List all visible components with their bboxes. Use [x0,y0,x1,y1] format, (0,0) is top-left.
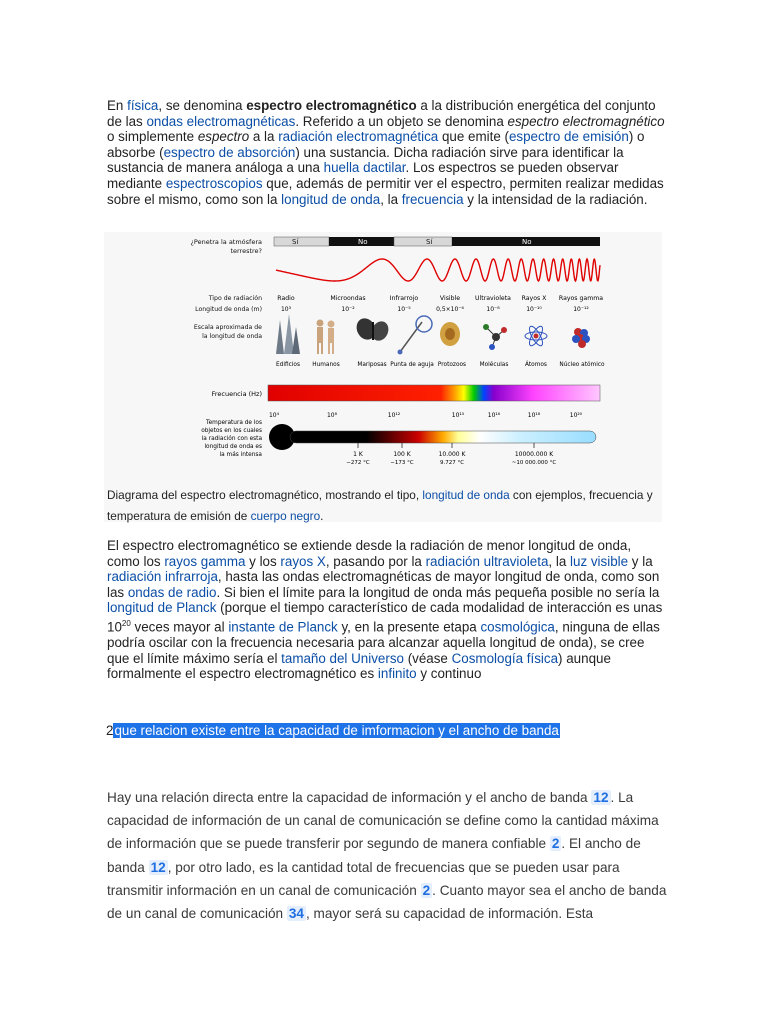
row-label-escala-2: la longitud de onda [202,333,262,340]
link-tamano-universo[interactable]: tamaño del Universo [281,650,404,666]
freq-tick-4: 10¹⁵ [451,412,465,419]
row-label-tipo: Tipo de radiación [208,295,262,302]
freq-tick-3: 10¹² [387,412,401,419]
spectrum-range-paragraph [107,538,667,682]
thermometer-bar [290,431,596,443]
link-cosmologica[interactable]: cosmológica [480,619,555,635]
bold-term: espectro electromagnético [246,98,417,113]
text-span: . La capacidad de información de un canal de comunicación se define como la cantidad máxima de información que se puede transferir por segundo de manera confiable [107,790,659,852]
text-span: con ejemplos, frecuencia y temperatura de emisión de [107,488,653,523]
text-span: ) una sustancia. Dicha radiación sirve para identificar la sustancia de manera análoga a una [107,144,624,176]
citation-badge[interactable]: 12 [150,859,166,875]
text-span: ) aunque formalmente el espectro electromagnético es [107,650,611,682]
link-cosmologia-fisica[interactable]: Cosmología física [451,650,559,666]
link-espectro-emision[interactable]: espectro de emisión [508,129,629,145]
link-rayos-gamma[interactable]: rayos gamma [164,553,246,569]
needle-icon [398,316,433,355]
wave-graphic [276,259,600,281]
example-punta-aguja: Punta de aguja [390,362,434,368]
temp-1-k: 1 K [353,451,363,458]
temp-2-k: 100 K [393,451,411,458]
type-infrarrojo: Infrarrojo [389,295,419,302]
link-luz-visible[interactable]: luz visible [570,553,629,569]
link-longitud-onda[interactable]: longitud de onda [281,191,381,207]
citation-badge[interactable]: 34 [288,906,304,922]
link-frecuencia[interactable]: frecuencia [401,191,464,207]
example-atomos: Átomos [525,362,547,368]
wavelength-visible: 0,5×10⁻⁶ [436,306,464,313]
link-radiacion-infrarroja[interactable]: radiación infrarroja [107,569,218,585]
text-span: . Cuanto mayor sea el ancho de banda de un canal de comunicación [107,882,667,922]
citation-badge[interactable]: 2 [551,836,560,852]
row-label-longitud: Longitud de onda (m) [195,306,262,313]
citation-badge[interactable]: 12 [593,790,609,805]
temp-label-5: la más intensa [219,452,262,458]
wavelength-infrarrojo: 10⁻⁵ [397,306,411,313]
wavelength-radio: 10³ [280,306,292,313]
molecules-icon [483,324,507,350]
spectrum-svg [104,232,662,482]
freq-tick-7: 10²⁰ [569,412,583,419]
text-span: (porque el tiempo característico de cada modalidad de interacción es unas 10 [107,600,663,635]
text-span: Hay una relación directa entre la capacidad de información y el ancho de banda [107,790,592,805]
text-span: a la [249,129,279,145]
temp-2-c: −173 °C [390,460,414,466]
citation-badge[interactable]: 2 [422,882,431,898]
type-ultravioleta: Ultravioleta [475,295,511,302]
text-span: o simplemente [107,129,198,145]
type-visible: Visible [439,295,461,302]
type-rayos-x: Rayos X [521,295,547,302]
text-span: que, además de permitir ver el espectro, permiten realizar medidas sobre el mismo, como son la [107,175,664,207]
text-span: (véase [403,650,452,666]
text-span: El espectro electromagnético se extiende desde la radiación de menor longitud de onda, como los [107,538,632,569]
temp-3-c: 9.727 °C [439,460,465,466]
figure-caption [107,485,667,527]
text-span: , hasta las ondas electromagnéticas de mayor longitud de onda, como son las [107,569,660,600]
atm-label-4: No [522,238,532,246]
penetra-label-2: terrestre? [230,247,262,255]
penetra-label-1: ¿Penetra la atmósfera [190,238,262,246]
row-label-escala-1: Escala aproximada de [193,324,262,331]
text-span: , por otro lado, es la cantidad total de frecuencias que se pueden usar para transmitir información en un canal de comunicación [107,859,620,898]
example-protozoos: Protozoos [437,362,467,368]
temp-label-2: objetos en los cuales [201,428,262,434]
link-longitud-onda-caption[interactable]: longitud de onda [422,488,510,502]
italic-espectro: espectro [197,129,250,145]
wavelength-ultravioleta: 10⁻⁸ [486,306,500,313]
text-span: , se denomina [158,98,247,113]
link-ondas-radio[interactable]: ondas de radio [127,584,217,600]
example-nucleo: Núcleo atómico [559,362,605,368]
text-span: En [107,98,128,113]
example-humanos: Humanos [312,362,340,368]
example-mariposas: Mariposas [357,362,387,368]
wavelength-rayos-gamma: 10⁻¹² [573,306,589,313]
type-microondas: Microondas [330,295,366,302]
link-huella-dactilar[interactable]: huella dactilar [323,160,406,176]
text-span: , pasando por la [325,553,426,569]
temp-label-3: la radiación con esta [201,436,262,442]
frecuencia-label: Frecuencia (Hz) [211,390,262,398]
question-number: 2 [106,723,114,738]
freq-tick-5: 10¹⁶ [487,412,501,419]
text-span: , la [548,553,571,569]
link-espectro-absorcion[interactable]: espectro de absorción [163,144,296,160]
atm-label-3: Sí [426,238,433,246]
butterfly-icon [353,315,391,343]
superscript-20: 20 [121,618,131,628]
example-moleculas: Moléculas [479,362,509,368]
text-span: Diagrama del espectro electromagnético, mostrando el tipo, [107,488,423,502]
temp-label-1: Temperatura de los [206,420,262,426]
text-span: . [320,509,324,523]
humans-icon [317,320,335,355]
text-span: ) o absorbe ( [107,129,645,160]
text-span: y los [245,553,281,569]
text-span: . Referido a un objeto se denomina [295,113,508,129]
text-span: y la intensidad de la radiación. [463,191,648,207]
wavelength-rayos-x: 10⁻¹⁰ [526,306,542,313]
freq-tick-6: 10¹⁸ [527,412,541,419]
text-span: veces mayor al [130,619,229,635]
text-span: , ninguna de ellas podría oscilar con la frecuencia necesaria para alcanzar aquella longitud de onda), se cree que el límite máximo sería el [107,619,660,666]
atm-segment-si-1 [274,237,329,246]
text-span: . Los espectros se pueden observar mediante [107,160,619,191]
frequency-bar [268,385,600,401]
temp-4-k: 10000.000 K [514,451,554,458]
atm-segment-si-2 [394,237,452,246]
link-longitud-planck[interactable]: longitud de Planck [107,600,217,616]
link-infinito[interactable]: infinito [377,666,417,682]
atm-label-1: Sí [292,238,299,246]
atm-label-2: No [358,238,368,246]
text-span: y la [628,553,653,569]
text-span: , la [380,191,402,207]
atom-icon [525,324,547,347]
text-span: que emite ( [438,129,509,145]
link-radiacion-ultravioleta[interactable]: radiación ultravioleta [425,553,549,569]
intro-paragraph [107,98,667,207]
wavelength-microondas: 10⁻² [341,306,355,313]
text-span: y continuo [416,666,482,682]
text-span: a la distribución energética del conjunto de las [107,98,656,129]
spectrum-diagram [104,232,662,522]
link-fisica[interactable]: física [127,98,159,113]
text-span: y, en la presente etapa [337,619,481,635]
question-heading [106,722,560,739]
text-span: . El ancho de banda [107,836,641,875]
italic-term: espectro electromagnético [507,113,665,129]
link-cuerpo-negro[interactable]: cuerpo negro [250,509,321,523]
example-edificios: Edificios [276,362,300,368]
text-span: , mayor será su capacidad de información. Esta [305,906,594,922]
answer-paragraph [107,786,667,925]
temp-label-4: longitud de onda es [204,444,262,450]
freq-tick-2: 10⁸ [326,412,338,419]
temp-4-c: ~10 000.000 °C [511,460,557,466]
link-ondas-electromagneticas[interactable]: ondas electromagnéticas [146,113,296,129]
freq-tick-1: 10⁴ [268,412,280,419]
question-text-selected[interactable]: que relacion existe entre la capacidad de imformacion y el ancho de banda [114,723,559,738]
link-instante-planck[interactable]: instante de Planck [228,619,338,635]
type-rayos-gamma: Rayos gamma [558,295,604,302]
nucleus-icon [572,328,590,348]
type-radio: Radio [277,295,295,302]
buildings-icon [276,314,300,354]
temp-3-k: 10.000 K [438,451,466,458]
link-rayos-x[interactable]: rayos X [280,553,326,569]
protozoa-icon [440,322,460,346]
link-radiacion-electromagnetica[interactable]: radiación electromagnética [278,129,439,145]
link-espectroscopios[interactable]: espectroscopios [165,175,263,191]
text-span: . Si bien el límite para la longitud de onda más pequeña posible no sería la [216,584,660,600]
temp-1-c: −272 °C [346,460,370,466]
